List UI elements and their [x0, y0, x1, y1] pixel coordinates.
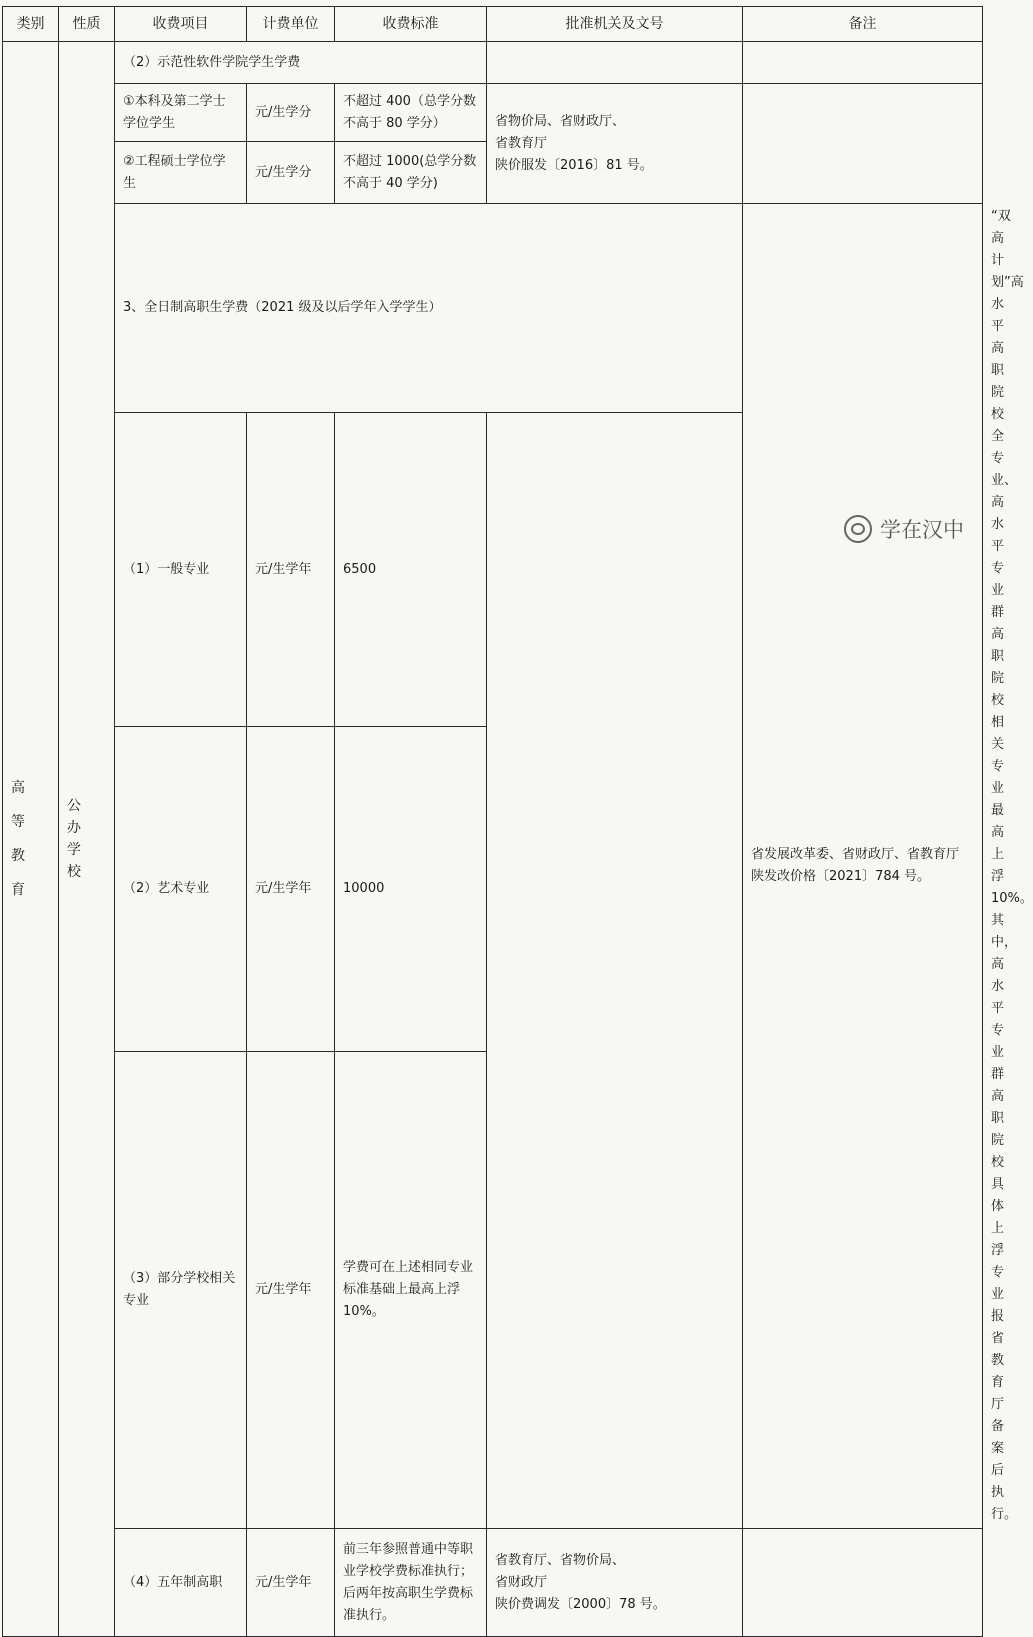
table-row: [3, 84, 983, 142]
approval-line: 省教育厅、省物价局、: [495, 1552, 626, 1568]
unit-cell: 元/生学年: [247, 727, 335, 1052]
standard-cell: 不超过 1000(总学分数不高于 40 学分): [335, 142, 487, 204]
item-cell: ①本科及第二学士学位学生: [115, 84, 247, 142]
item-cell: （1）一般专业: [115, 413, 247, 727]
nature-char: 校: [67, 864, 81, 880]
standard-cell: 前三年参照普通中等职业学校学费标准执行；后两年按高职生学费标准执行。: [335, 1529, 487, 1637]
nature-cell: [59, 42, 115, 1637]
category-char: 等: [11, 814, 25, 830]
standard-cell: 10000: [335, 727, 487, 1052]
approval-cell: [487, 84, 743, 204]
watermark-text: 学在汉中: [880, 518, 964, 542]
approval-line: 省教育厅: [495, 135, 548, 151]
nature-char: 学: [67, 842, 81, 858]
wechat-icon: [844, 515, 872, 543]
header-unit: 计费单位: [247, 7, 335, 42]
item-cell: （2）艺术专业: [115, 727, 247, 1052]
approval-line: 陕价服发〔2016〕81 号。: [495, 157, 653, 173]
header-nature: 性质: [59, 7, 115, 42]
header-category: 类别: [3, 7, 59, 42]
item-cell: （4）五年制高职: [115, 1529, 247, 1637]
note-cell-blank: [743, 84, 983, 204]
unit-cell: 元/生学分: [247, 142, 335, 204]
standard-cell: 学费可在上述相同专业标准基础上最高上浮 10%。: [335, 1052, 487, 1529]
approval-cell: [487, 1529, 743, 1637]
unit-cell: 元/生学分: [247, 84, 335, 142]
section2-approval-blank: [487, 42, 743, 84]
approval-line: 省财政厅: [495, 1574, 548, 1590]
approval-cell: [743, 204, 983, 1529]
header-standard: 收费标准: [335, 7, 487, 42]
approval-line: 省物价局、省财政厅、: [495, 113, 626, 129]
nature-char: 公: [67, 798, 81, 814]
section3-title: 3、全日制高职生学费（2021 级及以后学年入学学生）: [115, 204, 743, 413]
approval-line: 陕发改价格〔2021〕784 号。: [751, 869, 931, 884]
category-char: 教: [11, 848, 25, 864]
watermark: [844, 514, 964, 544]
header-item: 收费项目: [115, 7, 247, 42]
section2-note-blank: [743, 42, 983, 84]
unit-cell: 元/生学年: [247, 1529, 335, 1637]
approval-line: 省发展改革委、省财政厅、省教育厅: [751, 847, 960, 862]
item-cell: ②工程硕士学位学生: [115, 142, 247, 204]
standard-cell: 不超过 400（总学分数不高于 80 学分）: [335, 84, 487, 142]
header-approval: 批准机关及文号: [487, 7, 743, 42]
table-row: [3, 42, 983, 84]
section2-title: （2）示范性软件学院学生学费: [115, 42, 487, 84]
category-char: 高: [11, 780, 25, 796]
header-note: 备注: [743, 7, 983, 42]
table-row: [3, 1529, 983, 1637]
fee-table: [2, 6, 1033, 1637]
nature-char: 办: [67, 820, 81, 836]
standard-cell: 6500: [335, 413, 487, 727]
category-char: 育: [11, 882, 25, 898]
unit-cell: 元/生学年: [247, 1052, 335, 1529]
unit-cell: 元/生学年: [247, 413, 335, 727]
approval-line: 陕价费调发〔2000〕78 号。: [495, 1596, 666, 1612]
table-header-row: [3, 7, 983, 42]
table-row: 3、全日制高职生学费（2021 级及以后学年入学学生） 省发展改革委、省财政厅、省教育厅 陕发改价格〔2021〕784 号。 “双高计划”高水平高职院校全专业、高水平专业群高职院校相关专业最高上浮 10%。其中，高水平专业群高职院校具体上浮专业报省教育厅备案后执行。: [3, 204, 983, 413]
category-cell: [3, 42, 59, 1637]
note-cell-blank: [743, 1529, 983, 1637]
item-cell: （3）部分学校相关专业: [115, 1052, 247, 1529]
